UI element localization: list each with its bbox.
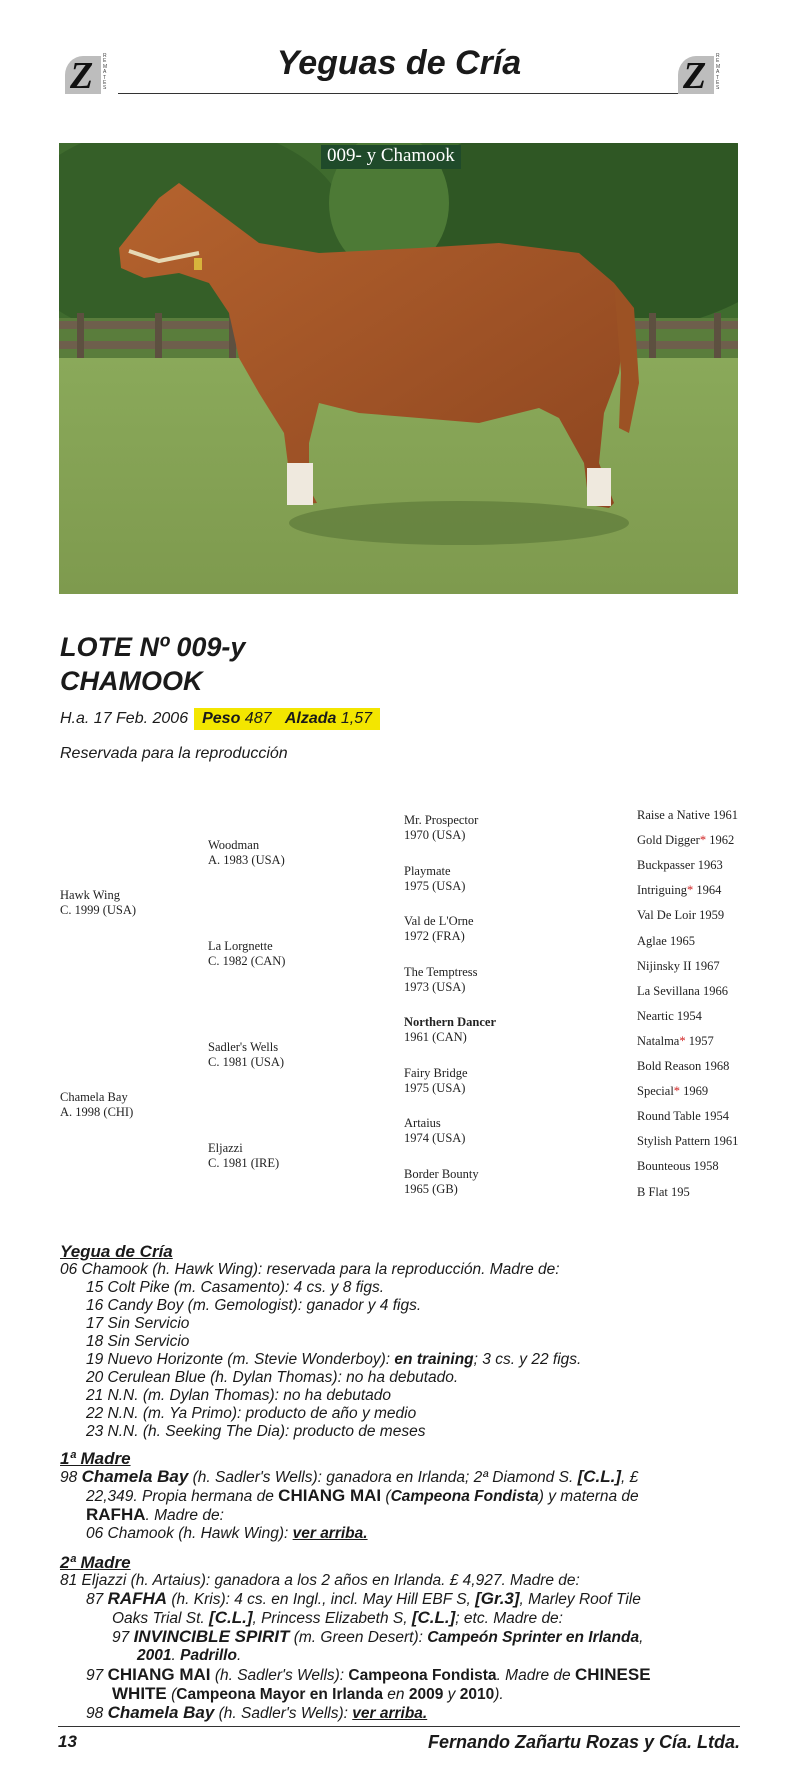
madre2-line: 87 RAFHA (h. Kris): 4 cs. en Ingl., incl. May Hill EBF S, [Gr.3], Marley Roof Tile: [86, 1589, 641, 1608]
company-name: Fernando Zañartu Rozas y Cía. Ltda.: [427, 1732, 740, 1752]
produce-item: 16 Candy Boy (m. Gemologist): ganador y 4 figs.: [86, 1297, 422, 1314]
pedigree-gen2: Eljazzi C. 1981 (IRE): [208, 1141, 280, 1170]
madre1-line: 22,349. Propia hermana de CHIANG MAI (Campeona Fondista) y materna de: [86, 1486, 639, 1505]
page-number: 13: [58, 1732, 77, 1751]
pedigree-gen4: Buckpasser 1963: [637, 858, 723, 873]
pedigree-gen4: Bold Reason 1968: [637, 1059, 730, 1073]
pedigree-gen4: Gold Digger* 1962: [637, 833, 735, 848]
pedigree-gen4: Bounteous 1958: [637, 1159, 719, 1174]
pedigree-gen4: Intriguing* 1964: [637, 883, 722, 898]
pedigree-dam: Chamela Bay A. 1998 (CHI): [60, 1090, 134, 1119]
pedigree-gen2: Woodman A. 1983 (USA): [208, 838, 285, 867]
horse-photo: [59, 143, 738, 594]
pedigree-gen3: Mr. Prospector 1970 (USA): [404, 813, 479, 842]
pedigree-gen4: Special* 1969: [637, 1084, 709, 1099]
pedigree-gen3: Fairy Bridge 1975 (USA): [404, 1066, 468, 1095]
pedigree-gen4: Stylish Pattern 1961: [637, 1134, 739, 1149]
madre2-line: 97 CHIANG MAI (h. Sadler's Wells): Campeona Fondista. Madre de CHINESE: [86, 1665, 651, 1684]
produce-item: 19 Nuevo Horizonte (m. Stevie Wonderboy): en training; 3 cs. y 22 figs.: [86, 1351, 582, 1368]
pedigree-gen4: Neartic 1954: [637, 1008, 702, 1023]
pedigree-gen4: Val De Loir 1959: [637, 908, 725, 923]
pedigree-gen3: Border Bounty 1965 (GB): [404, 1167, 479, 1196]
madre1-line: 06 Chamook (h. Hawk Wing): ver arriba.: [86, 1525, 368, 1542]
produce-item: 20 Cerulean Blue (h. Dylan Thomas): no ha debutado.: [86, 1369, 459, 1386]
pedigree-gen4: B Flat 195: [637, 1184, 690, 1199]
madre2-line: 98 Chamela Bay (h. Sadler's Wells): ver arriba.: [86, 1703, 428, 1722]
produce-item: 23 N.N. (h. Seeking The Dia): producto de meses: [86, 1423, 426, 1440]
section-madre1-heading: 1ª Madre: [60, 1449, 131, 1468]
produce-item: 18 Sin Servicio: [86, 1333, 190, 1350]
horse-name: CHAMOOK: [60, 666, 203, 696]
pedigree-gen2: Sadler's Wells C. 1981 (USA): [208, 1040, 285, 1069]
logo-left: Z REMATES: [59, 52, 105, 98]
produce-item: 21 N.N. (m. Dylan Thomas): no ha debutado: [86, 1387, 391, 1404]
produce-item: 15 Colt Pike (m. Casamento): 4 cs. y 8 figs.: [86, 1279, 385, 1296]
pedigree-gen3: Val de L'Orne 1972 (FRA): [404, 914, 474, 943]
madre2-line: 97 INVINCIBLE SPIRIT (m. Green Desert): Campeón Sprinter en Irlanda,: [112, 1627, 644, 1646]
pedigree-gen3: Playmate 1975 (USA): [404, 864, 466, 893]
ver-arriba-link[interactable]: ver arriba.: [352, 1705, 428, 1722]
logo-right: Z REMATES: [672, 52, 718, 98]
madre2-line: WHITE (Campeona Mayor en Irlanda en 2009 y 2010).: [112, 1684, 504, 1703]
lot-note: Reservada para la reproducción: [60, 745, 288, 762]
photo-caption: 009- y Chamook: [321, 145, 461, 169]
header-divider: [118, 93, 680, 94]
madre2-line: 2001. Padrillo.: [137, 1647, 242, 1664]
ver-arriba-link[interactable]: ver arriba.: [292, 1525, 368, 1542]
pedigree-gen4: Nijinsky II 1967: [637, 958, 720, 973]
pedigree-gen4: Natalma* 1957: [637, 1033, 714, 1048]
madre1-line: 98 Chamela Bay (h. Sadler's Wells): ganadora en Irlanda; 2ª Diamond S. [C.L.], £: [60, 1467, 639, 1486]
pedigree-gen2: La Lorgnette C. 1982 (CAN): [208, 939, 286, 968]
produce-item: 22 N.N. (m. Ya Primo): producto de año y medio: [86, 1405, 417, 1422]
pedigree-gen4: Aglae 1965: [637, 933, 695, 948]
madre2-line: Oaks Trial St. [C.L.], Princess Elizabeth S, [C.L.]; etc. Madre de:: [112, 1608, 563, 1627]
birth-date: H.a. 17 Feb. 2006: [60, 710, 189, 727]
pedigree-gen4: La Sevillana 1966: [637, 983, 728, 998]
lot-info: [60, 710, 380, 728]
madre1-line: RAFHA. Madre de:: [86, 1505, 224, 1524]
pedigree-gen3: Artaius 1974 (USA): [404, 1116, 466, 1145]
pedigree-gen3: Northern Dancer 1961 (CAN): [404, 1015, 496, 1044]
pedigree-gen3: The Temptress 1973 (USA): [404, 965, 478, 994]
footer-divider: [58, 1726, 740, 1727]
produce-item: 17 Sin Servicio: [86, 1315, 190, 1332]
madre2-line: 81 Eljazzi (h. Artaius): ganadora a los 2 años en Irlanda. £ 4,927. Madre de:: [60, 1572, 580, 1589]
section-yegua-heading: Yegua de Cría: [60, 1242, 173, 1261]
weight-height-badge: Peso 487 Alzada 1,57: [194, 708, 380, 730]
pedigree-gen4: Round Table 1954: [637, 1109, 729, 1124]
pedigree-gen4: Raise a Native 1961: [637, 808, 739, 822]
page-title: Yeguas de Cría: [276, 44, 522, 82]
pedigree-sire: Hawk Wing C. 1999 (USA): [60, 888, 137, 917]
section-madre2-heading: 2ª Madre: [60, 1553, 131, 1572]
yegua-intro: 06 Chamook (h. Hawk Wing): reservada para la reproducción. Madre de:: [60, 1261, 560, 1278]
lot-number: LOTE Nº 009-y: [60, 632, 246, 662]
